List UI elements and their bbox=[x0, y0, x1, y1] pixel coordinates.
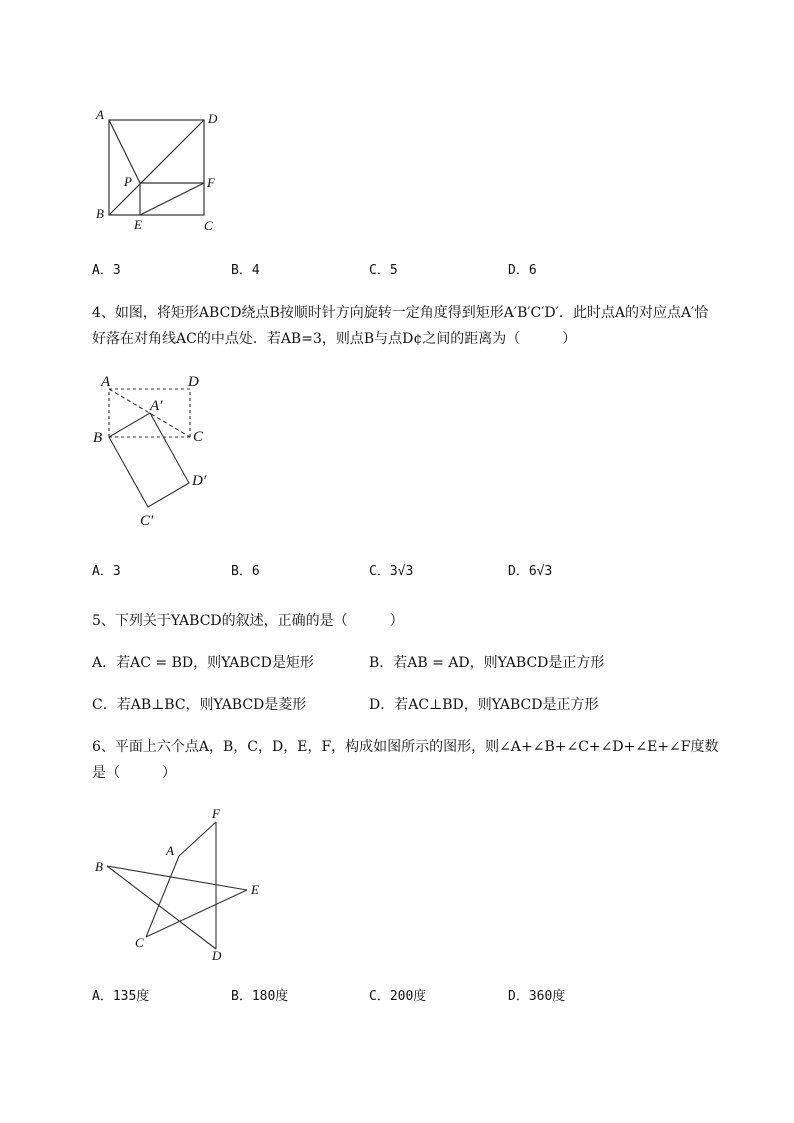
q6-label-e: E bbox=[251, 882, 259, 897]
q6-segment-be bbox=[107, 866, 247, 890]
q6-segment-bd bbox=[107, 866, 216, 949]
q4-stem-line2: 好落在对角线AC的中点处．若AB=3，则点B与点D¢之间的距离为（ ） bbox=[92, 331, 577, 347]
q6-label-a: A bbox=[166, 843, 174, 858]
q4-option-c: C．3√3 bbox=[369, 564, 414, 579]
q4-stem-line1: 4、如图，将矩形ABCD绕点B按顺时针方向旋转一定角度得到矩形A′B′C′D′．此时点A的对应点A′恰 bbox=[92, 305, 709, 321]
q6-option-d: D．360度 bbox=[508, 989, 566, 1004]
q4-label-d: D bbox=[188, 374, 199, 390]
q6-label-f: F bbox=[212, 806, 220, 821]
q3-label-a: A bbox=[96, 107, 104, 122]
q6-option-c: C．200度 bbox=[369, 989, 427, 1004]
q3-label-d: D bbox=[208, 111, 218, 126]
q5-option-d: D．若AC⊥BD，则YABCD是正方形 bbox=[369, 697, 599, 713]
q6-label-d: D bbox=[212, 948, 222, 963]
q4-label-c-prime: C′ bbox=[140, 513, 154, 529]
q3-diagonal-bd bbox=[109, 120, 204, 215]
q6-figure bbox=[90, 800, 275, 970]
q5-stem: 5、下列关于YABCD的叙述，正确的是（ ） bbox=[92, 613, 404, 629]
q4-option-d: D．6√3 bbox=[508, 564, 553, 579]
q3-label-b: B bbox=[96, 206, 104, 221]
q6-segment-ac bbox=[146, 856, 179, 937]
q3-option-a: A．3 bbox=[92, 263, 121, 278]
q3-label-p: P bbox=[124, 174, 132, 189]
q3-option-d: D．6 bbox=[508, 263, 537, 278]
q6-stem-line1: 6、平面上六个点A，B，C，D，E，F，构成如图所示的图形，则∠A+∠B+∠C+∠D+∠E+∠F度数 bbox=[92, 739, 719, 755]
q6-option-a: A．135度 bbox=[92, 989, 150, 1004]
q4-label-a-prime: A′ bbox=[150, 398, 163, 414]
q6-stem-line2: 是（ ） bbox=[92, 765, 176, 781]
q4-label-c: C bbox=[193, 429, 204, 445]
q3-option-c: C．5 bbox=[369, 263, 398, 278]
q3-label-f: F bbox=[207, 175, 215, 190]
q3-label-c: C bbox=[204, 218, 213, 233]
q4-rotated-rect bbox=[109, 413, 189, 507]
q6-option-b: B．180度 bbox=[231, 989, 289, 1004]
q5-option-b: B．若AB = AD，则YABCD是正方形 bbox=[369, 655, 605, 671]
q4-option-b: B．6 bbox=[231, 564, 260, 579]
q6-segment-ce bbox=[146, 890, 247, 937]
q3-option-b: B．4 bbox=[231, 263, 260, 278]
q3-figure bbox=[90, 105, 230, 240]
q5-option-a: A．若AC = BD，则YABCD是矩形 bbox=[92, 655, 314, 671]
q6-segment-fa bbox=[179, 822, 216, 856]
q3-label-e: E bbox=[134, 217, 142, 232]
q4-label-d-prime: D′ bbox=[192, 473, 207, 489]
q6-label-b: B bbox=[95, 859, 103, 874]
q5-option-c: C．若AB⊥BC，则YABCD是菱形 bbox=[92, 697, 307, 713]
q3-segment-ef bbox=[140, 183, 204, 215]
q4-label-b: B bbox=[93, 430, 103, 446]
q4-label-a: A bbox=[101, 374, 111, 390]
q4-figure bbox=[90, 368, 225, 533]
q4-option-a: A．3 bbox=[92, 564, 121, 579]
q6-label-c: C bbox=[135, 935, 144, 950]
